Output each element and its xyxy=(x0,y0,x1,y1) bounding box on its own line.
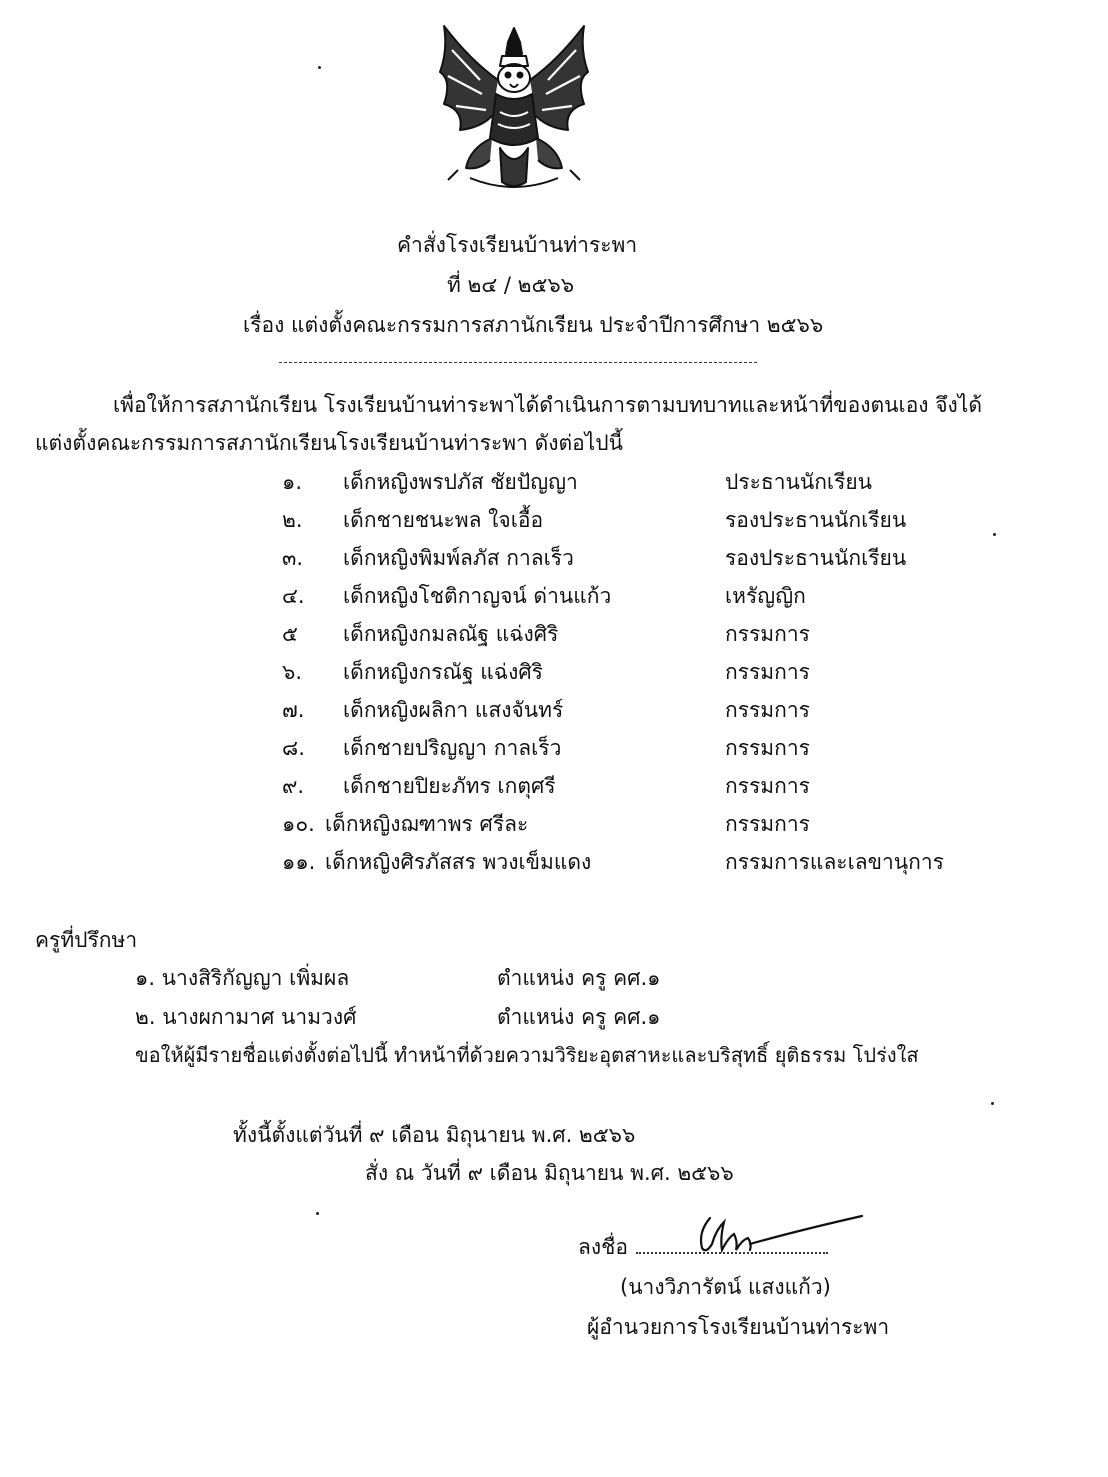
member-role: กรรมการ xyxy=(725,736,810,760)
member-role: กรรมการ xyxy=(725,774,810,798)
advisor-position: ตำแหน่ง ครู คศ.๑ xyxy=(497,966,661,990)
garuda-emblem xyxy=(430,20,598,198)
member-name: เด็กหญิงผลิกา แสงจันทร์ xyxy=(343,698,564,722)
order-org-line: คำสั่งโรงเรียนบ้านท่าระพา xyxy=(397,233,638,257)
effective-date: ทั้งนี้ตั้งแต่วันที่ ๙ เดือน มิถุนายน พ.ศ. ๒๕๖๖ xyxy=(233,1123,636,1147)
member-role: ประธานนักเรียน xyxy=(725,470,873,494)
member-role: รองประธานนักเรียน xyxy=(725,546,907,570)
member-name: เด็กหญิงศิรภัสสร พวงเข็มแดง xyxy=(325,850,592,874)
member-role: เหรัญญิก xyxy=(725,584,806,608)
member-name: เด็กหญิงกรณัฐ แฉ่งศิริ xyxy=(343,660,543,684)
advisor-position: ตำแหน่ง ครู คศ.๑ xyxy=(497,1005,661,1029)
member-role: กรรมการ xyxy=(725,660,810,684)
member-number: ๖. xyxy=(282,660,303,684)
member-role: กรรมการ xyxy=(725,698,810,722)
member-number: ๕ xyxy=(282,622,298,646)
signatory-name: (นางวิภารัตน์ แสงแก้ว) xyxy=(620,1275,831,1299)
member-name: เด็กหญิงโชติกาญจน์ ด่านแก้ว xyxy=(343,584,612,608)
scan-speck xyxy=(318,66,321,69)
member-role: กรรมการและเลขานุการ xyxy=(725,850,944,874)
member-row xyxy=(0,662,1108,688)
closing-statement: ขอให้ผู้มีรายชื่อแต่งตั้งต่อไปนี้ ทำหน้าที่ด้วยความวิริยะอุตสาหะและบริสุทธิ์ ยุติธรรม โปร่งใส xyxy=(135,1043,919,1067)
member-role: กรรมการ xyxy=(725,812,810,836)
signature-mark xyxy=(680,1208,870,1258)
scan-speck xyxy=(993,533,996,536)
member-number: ๓. xyxy=(282,546,304,570)
intro-line-2: แต่งตั้งคณะกรรมการสภานักเรียนโรงเรียนบ้านท่าระพา ดังต่อไปนี้ xyxy=(35,431,623,455)
member-name: เด็กชายปิยะภัทร เกตุศรี xyxy=(343,774,556,798)
signature-label: ลงชื่อ xyxy=(578,1235,628,1259)
member-row xyxy=(0,700,1108,726)
advisor-name: ๑. นางสิริกัญญา เพิ่มผล xyxy=(135,966,350,990)
member-row xyxy=(0,776,1108,802)
order-date: สั่ง ณ วันที่ ๙ เดือน มิถุนายน พ.ศ. ๒๕๖๖ xyxy=(365,1161,734,1185)
member-number: ๒. xyxy=(282,508,303,532)
member-number: ๑. xyxy=(282,470,303,494)
member-row xyxy=(0,472,1108,498)
member-row xyxy=(0,510,1108,536)
member-number: ๘. xyxy=(282,736,305,760)
member-row xyxy=(0,624,1108,650)
member-name: เด็กหญิงกมลณัฐ แฉ่งศิริ xyxy=(343,622,559,646)
member-row xyxy=(0,814,1108,840)
member-name: เด็กชายปริญญา กาลเร็ว xyxy=(343,736,562,760)
member-number: ๗. xyxy=(282,698,305,722)
member-row xyxy=(0,548,1108,574)
member-number: ๑๐. xyxy=(282,812,315,836)
member-number: ๔. xyxy=(282,584,305,608)
scan-speck xyxy=(991,1102,994,1105)
dashed-separator xyxy=(279,362,757,363)
member-name: เด็กชายชนะพล ใจเอื้อ xyxy=(343,508,544,532)
member-name: เด็กหญิงฌฑาพร ศรีละ xyxy=(325,812,529,836)
advisor-name: ๒. นางผกามาศ นามวงศ์ xyxy=(135,1005,357,1029)
member-role: กรรมการ xyxy=(725,622,810,646)
order-number: ที่ ๒๔ / ๒๕๖๖ xyxy=(447,273,575,297)
member-row xyxy=(0,586,1108,612)
scan-speck xyxy=(316,1212,319,1215)
signatory-title: ผู้อำนวยการโรงเรียนบ้านท่าระพา xyxy=(587,1315,890,1339)
order-subject: เรื่อง แต่งตั้งคณะกรรมการสภานักเรียน ประจำปีการศึกษา ๒๕๖๖ xyxy=(243,313,824,337)
member-name: เด็กหญิงพิมพ์ลภัส กาลเร็ว xyxy=(343,546,574,570)
intro-line-1: เพื่อให้การสภานักเรียน โรงเรียนบ้านท่าระพาได้ดำเนินการตามบทบาทและหน้าที่ของตนเอง จึงได้ xyxy=(113,393,982,417)
member-row xyxy=(0,738,1108,764)
member-number: ๙. xyxy=(282,774,305,798)
member-number: ๑๑. xyxy=(282,850,316,874)
member-row xyxy=(0,852,1108,878)
member-name: เด็กหญิงพรปภัส ชัยปัญญา xyxy=(343,470,578,494)
advisors-heading: ครูที่ปรึกษา xyxy=(35,928,138,952)
member-role: รองประธานนักเรียน xyxy=(725,508,907,532)
